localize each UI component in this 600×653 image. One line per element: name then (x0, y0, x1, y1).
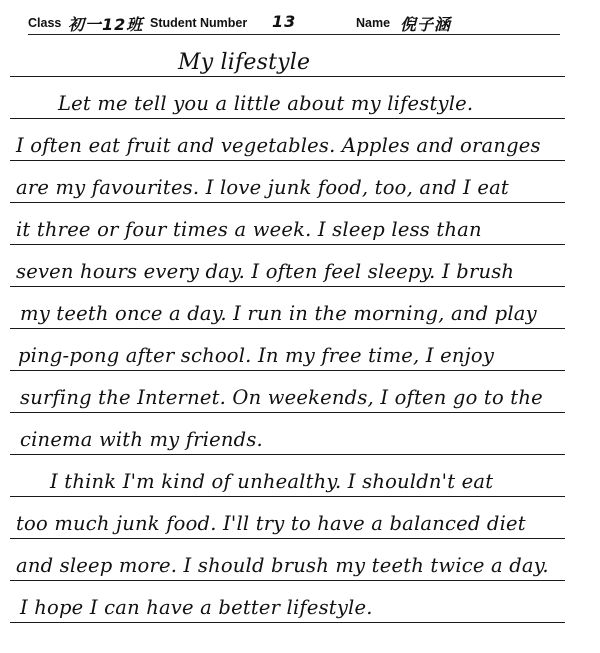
essay-line: my teeth once a day. I run in the morning, and play (20, 302, 537, 325)
ruled-line (10, 76, 565, 77)
student-number-label: Student Number (150, 16, 248, 30)
essay-line: ping-pong after school. In my free time, I enjoy (18, 344, 495, 367)
essay-line: I hope I can have a better lifestyle. (20, 596, 373, 619)
ruled-line (10, 496, 565, 497)
essay-line: it three or four times a week. I sleep less than (16, 218, 482, 241)
essay-line: surfing the Internet. On weekends, I often go to the (20, 386, 543, 409)
essay-line: cinema with my friends. (20, 428, 263, 451)
ruled-line (10, 160, 565, 161)
ruled-line (10, 244, 565, 245)
essay-line: I think I'm kind of unhealthy. I shouldn't eat (50, 470, 494, 493)
essay-line: seven hours every day. I often feel sleepy. I brush (16, 260, 515, 283)
name-value: 倪子涵 (400, 15, 452, 34)
ruled-line (10, 454, 565, 455)
essay-line: I often eat fruit and vegetables. Apples and oranges (16, 134, 541, 157)
ruled-line (10, 580, 565, 581)
essay-line: Let me tell you a little about my lifestyle. (58, 92, 474, 115)
ruled-line (10, 118, 565, 119)
essay-line: too much junk food. I'll try to have a balanced diet (16, 512, 526, 535)
student-number-value: 13 (272, 12, 297, 31)
header-rule (28, 34, 560, 35)
class-label: Class (28, 16, 62, 30)
ruled-line (10, 328, 565, 329)
ruled-line (10, 412, 565, 413)
essay-line: are my favourites. I love junk food, too, and I eat (16, 176, 509, 199)
name-label: Name (356, 16, 391, 30)
class-value: 初一12班 (68, 15, 144, 34)
essay-title: My lifestyle (178, 50, 311, 75)
ruled-line (10, 370, 565, 371)
ruled-line (10, 622, 565, 623)
ruled-line (10, 202, 565, 203)
ruled-line (10, 286, 565, 287)
header-row (28, 12, 580, 34)
essay-line: and sleep more. I should brush my teeth twice a day. (16, 554, 549, 577)
ruled-line (10, 538, 565, 539)
